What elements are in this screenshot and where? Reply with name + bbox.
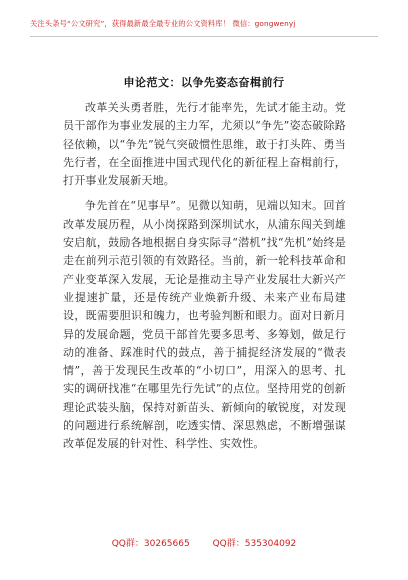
paragraph-see-early: 争先首在“见事早”。见微以知萌，见端以知末。回首改革发展历程，从小岗探路到深圳试水，从浦东闯关到雄安启航，鼓励各地根据自身实际寻“潜机”找“先机”始终是走在前列示范引领的有效路径。当前，新一轮科技革命和产业变革深入发展，无论是推动主导产业发展壮大新兴产业提速扩量，还是传统产业焕新升级、未来产业布局建设，既需要胆识和魄力，也考验判断和眼力。面对日新月异的发展命题，党员干部首先要多思考、多筹划，做足行动的准备、踩准时代的鼓点，善于捕捉经济发展的“微表情”，善于发现民生改革的“小切口”，用深入的思考、扎实的调研找准“在哪里先行先试”的点位。坚持用党的创新理论武装头脑，保持对新苗头、新倾向的敏锐度，对发现的问题进行系统解剖，吃透实情、深思熟虑，不断增强谋改革促发展的针对性、科学性、实效性。 — [63, 199, 346, 451]
paragraph-intro: 改革关头勇者胜，先行才能率先，先试才能主动。党员干部作为事业发展的主力军，尤须以“争先”姿态破除路径依赖，以“争先”锐气突破惯性思维，敢于打头阵、勇当先行者，在全面推进中国式现代化的新征程上奋楫前行，打开事业发展新天地。 — [63, 101, 346, 188]
document-body — [63, 99, 346, 461]
promo-header — [0, 0, 408, 44]
header-divider — [30, 36, 378, 37]
footer-qq-group-1: QQ群：30265665 — [111, 539, 190, 549]
footer-qq-group-2: QQ群：535304092 — [212, 539, 297, 549]
promo-header-text: 关注头条号“公文研究”，获得最新最全最专业的公文资料库！ 微信：gongwenyj — [30, 19, 296, 28]
promo-footer — [0, 538, 408, 560]
document-title: 申论范文：以争先姿态奋楫前行 — [123, 76, 285, 89]
